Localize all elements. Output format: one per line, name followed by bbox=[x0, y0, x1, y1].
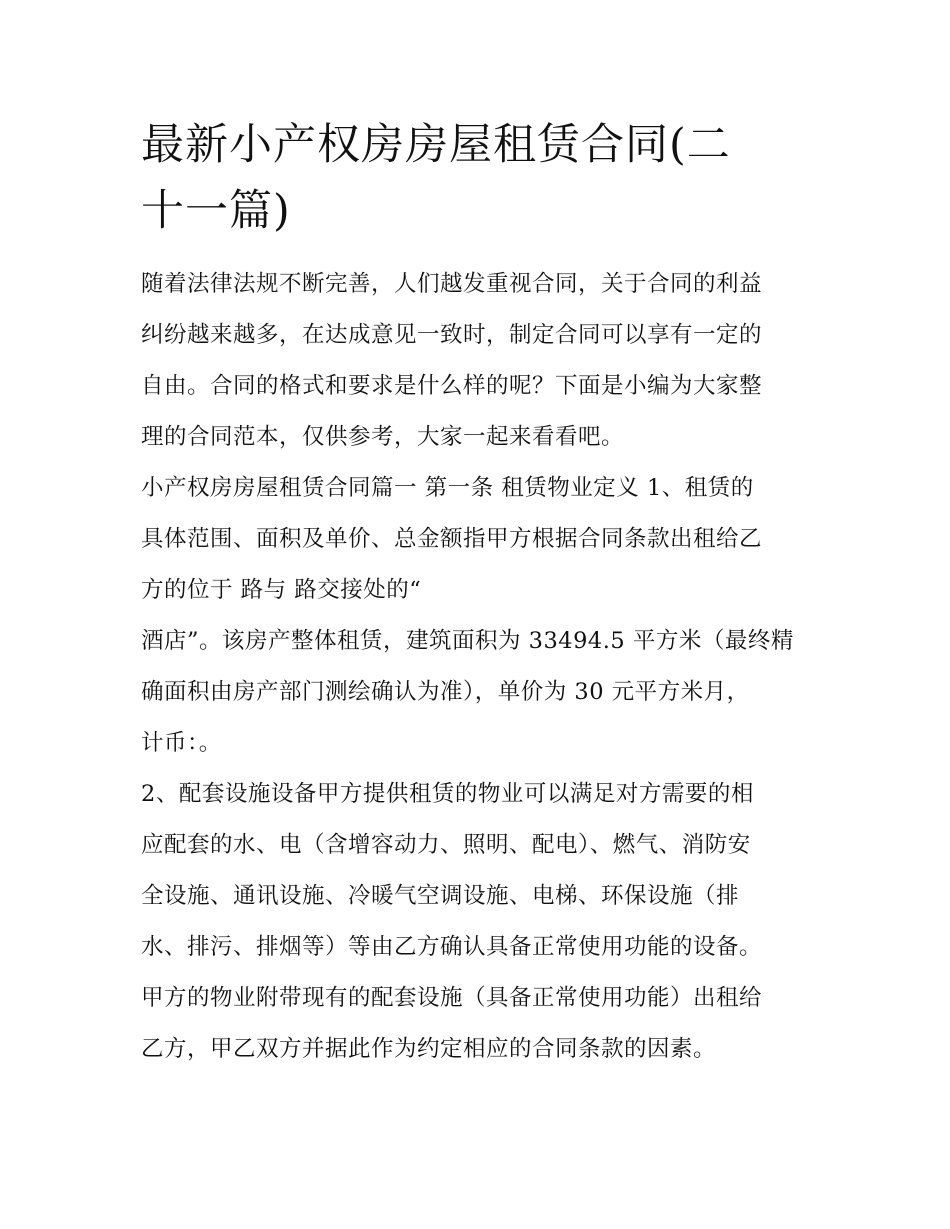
document-body bbox=[141, 259, 813, 1075]
text-line: 随着法律法规不断完善，人们越发重视合同，关于合同的利益 bbox=[141, 271, 763, 297]
text-line: 酒店”。该房产整体租赁，建筑面积为 33494.5 平方米（最终精 bbox=[141, 628, 794, 654]
text-line: 确面积由房产部门测绘确认为准），单价为 30 元平方米月， bbox=[141, 679, 750, 705]
text-line: 全设施、通讯设施、冷暖气空调设施、电梯、环保设施（排 bbox=[141, 883, 740, 909]
text-line: 乙方，甲乙双方并据此作为约定相应的合同条款的因素。 bbox=[141, 1036, 717, 1062]
text-line: 具体范围、面积及单价、总金额指甲方根据合同条款出租给乙 bbox=[141, 526, 763, 552]
document-content bbox=[141, 112, 813, 1075]
document-title bbox=[141, 112, 813, 244]
text-line: 方的位于 路与 路交接处的“ bbox=[141, 577, 422, 603]
text-line: 小产权房房屋租赁合同篇一 第一条 租赁物业定义 1、租赁的 bbox=[141, 475, 754, 501]
text-line: 计币：。 bbox=[141, 730, 222, 756]
text-line: 自由。合同的格式和要求是什么样的呢？下面是小编为大家整 bbox=[141, 373, 763, 399]
text-line: 理的合同范本，仅供参考，大家一起来看看吧。 bbox=[141, 424, 625, 450]
text-line: 水、排污、排烟等）等由乙方确认具备正常使用功能的设备。 bbox=[141, 934, 763, 960]
text-line: 纠纷越来越多，在达成意见一致时，制定合同可以享有一定的 bbox=[141, 322, 763, 348]
title-line: 十一篇) bbox=[141, 186, 291, 236]
text-line: 甲方的物业附带现有的配套设施（具备正常使用功能）出租给 bbox=[141, 985, 763, 1011]
text-line: 应配套的水、电（含增容动力、照明、配电）、燃气、消防安 bbox=[141, 832, 751, 858]
title-line: 最新小产权房房屋租赁合同(二 bbox=[141, 120, 731, 170]
text-line: 2、配套设施设备甲方提供租赁的物业可以满足对方需要的相 bbox=[141, 781, 754, 807]
